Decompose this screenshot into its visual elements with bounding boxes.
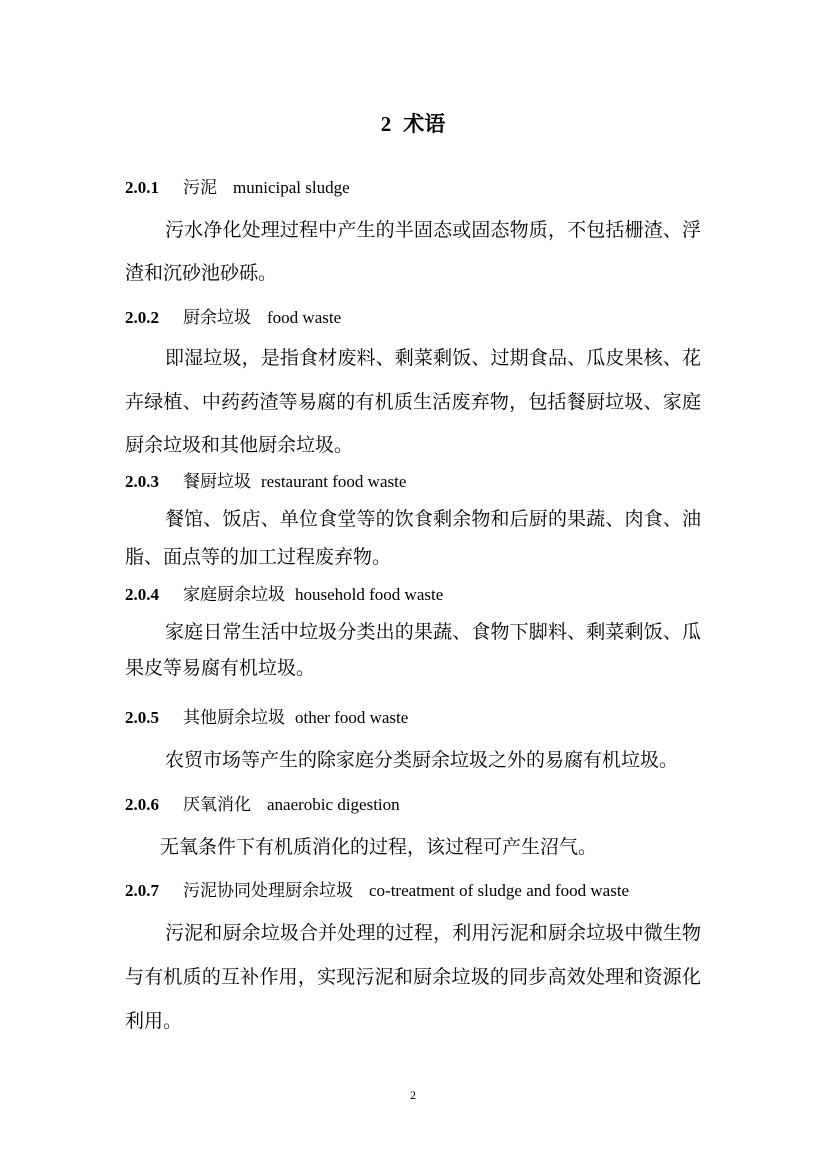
term-definition-line: 厨余垃圾和其他厨余垃圾。 (125, 435, 354, 456)
term-definition-line: 无氧条件下有机质消化的过程，该过程可产生沼气。 (160, 837, 598, 858)
term-english-name: other food waste (295, 708, 409, 727)
section-number: 2 (380, 112, 392, 136)
term-definition-line: 利用。 (125, 1011, 183, 1032)
term-definition-line: 污水净化处理过程中产生的半固态或固态物质，不包括栅渣、浮 (165, 220, 701, 241)
term-number: 2.0.2 (125, 308, 159, 327)
term-definition-line: 果皮等易腐有机垃圾。 (125, 658, 316, 679)
term-number: 2.0.5 (125, 708, 159, 727)
term-heading-2-0-1 (125, 177, 350, 199)
page-number: 2 (410, 1088, 416, 1102)
term-number: 2.0.1 (125, 178, 159, 197)
term-chinese-name: 厌氧消化 (183, 795, 251, 814)
term-chinese-name: 厨余垃圾 (183, 308, 251, 327)
term-definition-line: 农贸市场等产生的除家庭分类厨余垃圾之外的易腐有机垃圾。 (165, 750, 679, 771)
term-chinese-name: 其他厨余垃圾 (183, 708, 285, 727)
term-heading-2-0-3 (125, 471, 406, 493)
term-definition-line: 家庭日常生活中垃圾分类出的果蔬、食物下脚料、剩菜剩饭、瓜 (165, 622, 701, 643)
term-english-name: household food waste (295, 585, 444, 604)
term-definition-line: 与有机质的互补作用，实现污泥和厨余垃圾的同步高效处理和资源化 (125, 967, 701, 988)
term-chinese-name: 家庭厨余垃圾 (183, 585, 285, 604)
term-heading-2-0-4 (125, 584, 443, 606)
term-english-name: municipal sludge (233, 178, 350, 197)
term-number: 2.0.6 (125, 795, 159, 814)
section-heading (0, 110, 826, 138)
term-heading-2-0-5 (125, 707, 408, 729)
term-definition-line: 即湿垃圾，是指食材废料、剩菜剩饭、过期食品、瓜皮果核、花 (165, 348, 701, 369)
term-number: 2.0.3 (125, 472, 159, 491)
term-english-name: restaurant food waste (261, 472, 407, 491)
term-definition-line: 脂、面点等的加工过程废弃物。 (125, 547, 392, 568)
term-english-name: food waste (267, 308, 342, 327)
term-number: 2.0.7 (125, 881, 159, 900)
term-definition-line: 餐馆、饭店、单位食堂等的饮食剩余物和后厨的果蔬、肉食、油 (165, 509, 701, 530)
term-chinese-name: 污泥 (183, 178, 217, 197)
term-heading-2-0-7 (125, 880, 629, 902)
term-chinese-name: 污泥协同处理厨余垃圾 (183, 881, 353, 900)
term-heading-2-0-2 (125, 307, 341, 329)
term-english-name: co-treatment of sludge and food waste (369, 881, 630, 900)
term-number: 2.0.4 (125, 585, 159, 604)
section-title: 术语 (403, 112, 446, 136)
term-english-name: anaerobic digestion (267, 795, 400, 814)
term-definition-line: 污泥和厨余垃圾合并处理的过程，利用污泥和厨余垃圾中微生物 (165, 923, 701, 944)
term-definition-line: 卉绿植、中药药渣等易腐的有机质生活废弃物，包括餐厨垃圾、家庭 (125, 392, 701, 413)
term-chinese-name: 餐厨垃圾 (183, 472, 251, 491)
term-definition-line: 渣和沉砂池砂砾。 (125, 263, 278, 284)
term-heading-2-0-6 (125, 794, 400, 816)
